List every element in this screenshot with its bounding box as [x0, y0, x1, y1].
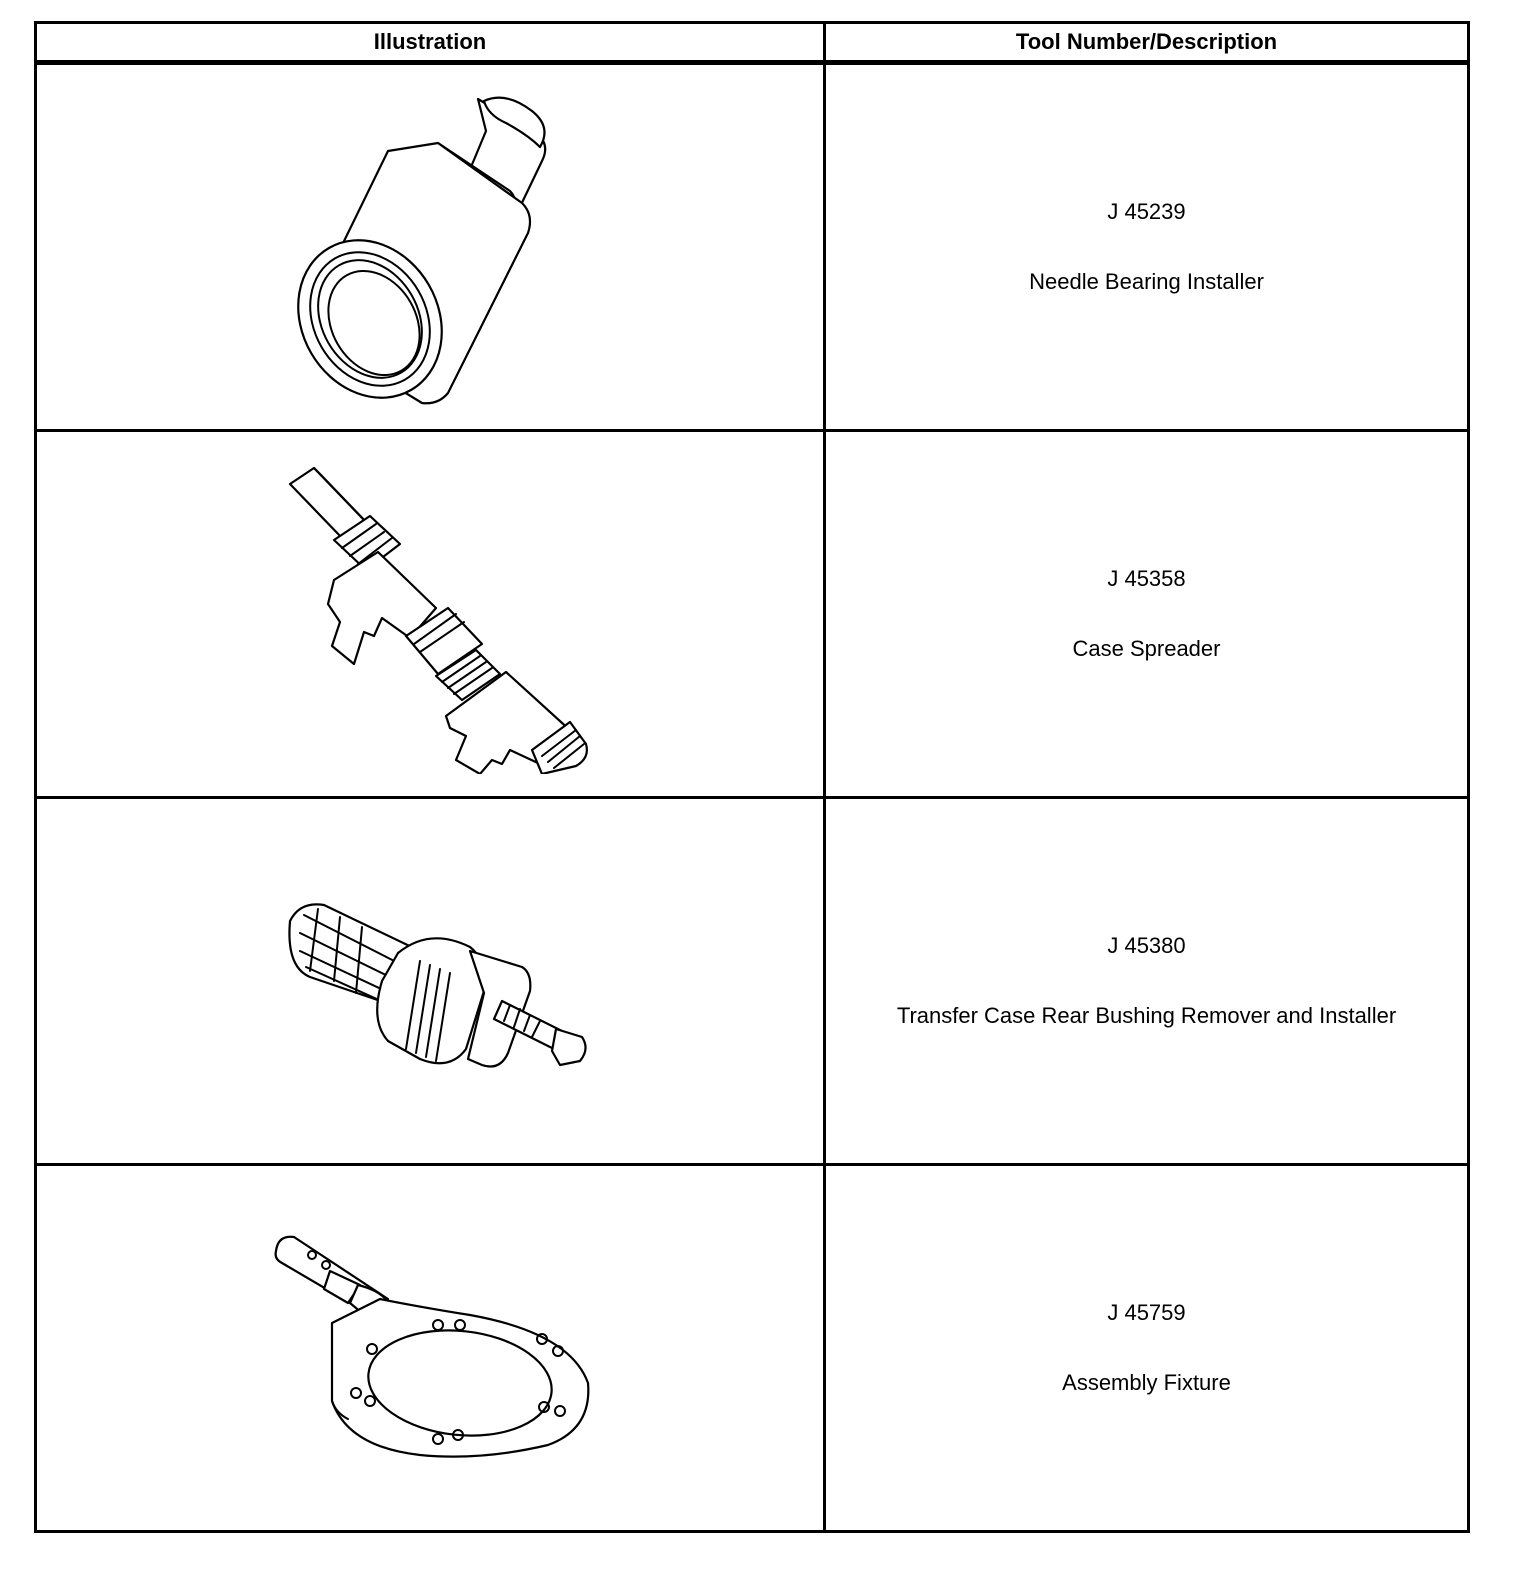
special-tools-table [34, 21, 1470, 1533]
tool-description-cell [825, 1165, 1469, 1532]
tool-description-cell [825, 798, 1469, 1165]
illustration-cell [36, 798, 825, 1165]
table-row [36, 1165, 1469, 1532]
table-header-row [36, 23, 1469, 63]
tool-description: Case Spreader [1072, 636, 1221, 661]
tool-description: Assembly Fixture [1062, 1370, 1231, 1395]
table-row [36, 431, 1469, 798]
tool-description-cell [825, 431, 1469, 798]
tool-column-header: Tool Number/Description [825, 23, 1469, 63]
tool-number: J 45358 [1107, 566, 1186, 591]
tool-number: J 45380 [1107, 933, 1186, 958]
table-row [36, 798, 1469, 1165]
bushing-remover-installer-icon [270, 881, 590, 1081]
illustration-cell [36, 431, 825, 798]
tool-number: J 45759 [1107, 1300, 1186, 1325]
tool-description-cell [825, 63, 1469, 431]
tool-number: J 45239 [1107, 199, 1186, 224]
assembly-fixture-icon [270, 1233, 590, 1463]
illustration-cell [36, 1165, 825, 1532]
table-row [36, 63, 1469, 431]
illustration-cell [36, 63, 825, 431]
tool-description: Transfer Case Rear Bushing Remover and Installer [896, 1003, 1397, 1028]
tool-description: Needle Bearing Installer [1029, 269, 1264, 294]
needle-bearing-installer-icon [270, 87, 590, 407]
illustration-column-header: Illustration [36, 23, 825, 63]
case-spreader-icon [270, 454, 590, 774]
